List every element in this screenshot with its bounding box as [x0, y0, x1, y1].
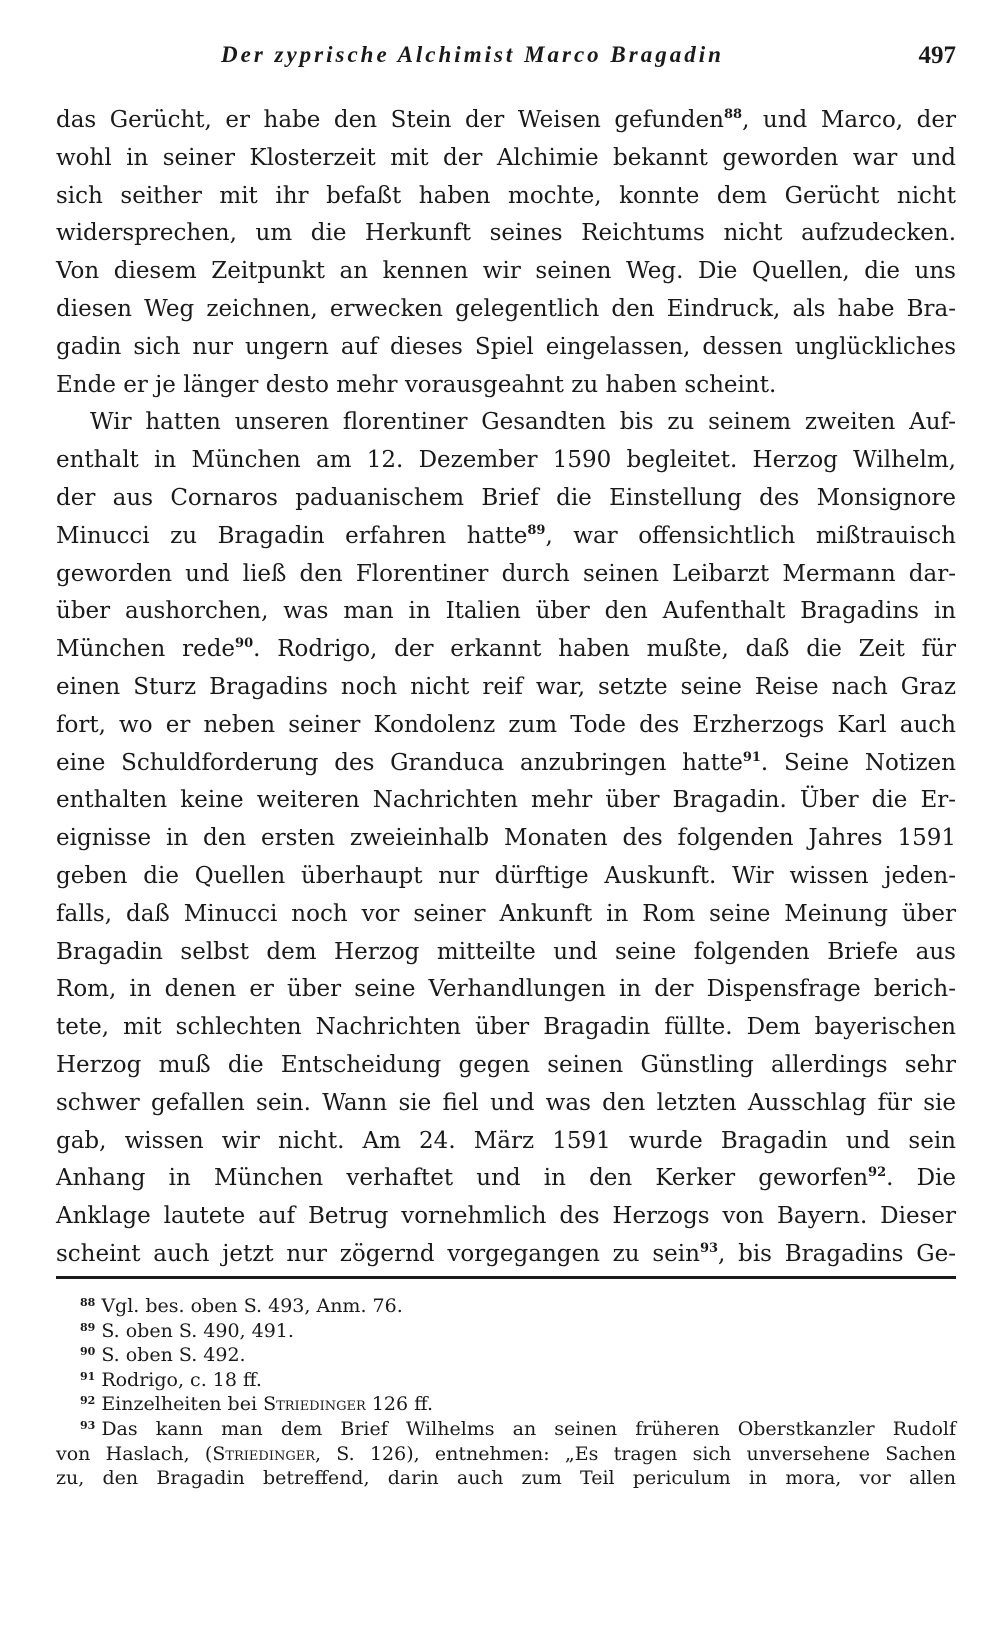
text-line: eine Schuldforderung des Granduca anzubringen hatte$^{91}$. Seine Notizen: [56, 749, 956, 776]
text-line: falls, daß Minucci noch vor seiner Ankunft in Rom seine Meinung über: [56, 900, 956, 927]
text-line: scheint auch jetzt nur zögernd vorgegangen zu sein$^{93}$, bis Bragadins Ge-: [56, 1240, 956, 1267]
text-line: über aushorchen, was man in Italien über den Aufenthalt Bragadins in: [56, 598, 956, 625]
text-line: enthalt in München am 12. Dezember 1590 begleitet. Herzog Wilhelm,: [56, 447, 956, 474]
author-name: Striedinger: [212, 1442, 316, 1465]
text-line: wohl in seiner Klosterzeit mit der Alchimie bekannt geworden war und: [56, 144, 956, 171]
text-line: eignisse in den ersten zweieinhalb Monaten des folgenden Jahres 1591: [56, 825, 956, 852]
text-line: das Gerücht, er habe den Stein der Weisen gefunden$^{88}$, und Marco, der: [56, 107, 956, 133]
footnote-92: $^{92}$ Einzelheiten bei Striedinger 126 ff.: [80, 1393, 433, 1416]
text-line: Rom, in denen er über seine Verhandlungen in der Dispensfrage berich-: [56, 976, 956, 1003]
footnote-91: $^{91}$ Rodrigo, c. 18 ff.: [80, 1368, 262, 1391]
footnote-ref: 89: [527, 522, 546, 538]
footnote-93-cont: von Haslach, (Striedinger, S. 126), entnehmen: „Es tragen sich unversehene Sachen: [56, 1442, 956, 1465]
footnote-number: 90: [80, 1345, 96, 1359]
text-line: enthalten keine weiteren Nachrichten mehr über Bragadin. Über die Er-: [56, 787, 956, 814]
footnote-93-cont: zu, den Bragadin betreffend, darin auch zum Teil periculum in mora, vor allen: [56, 1467, 956, 1490]
text-line: Minucci zu Bragadin erfahren hatte$^{89}$, war offensichtlich mißtrauisch: [56, 522, 956, 549]
text-line: gadin sich nur ungern auf dieses Spiel eingelassen, dessen unglückliches: [56, 333, 956, 360]
body-text: [56, 102, 956, 1274]
footnote-93: $^{93}$ Das kann man dem Brief Wilhelms an seinen früheren Oberstkanzler Rudolf: [80, 1417, 956, 1440]
text-line: geworden und ließ den Florentiner durch seinen Leibarzt Mermann dar-: [56, 560, 956, 587]
text-line: Herzog muß die Entscheidung gegen seinen Günstling allerdings sehr: [56, 1051, 956, 1078]
footnote-ref: 88: [723, 107, 743, 122]
footnote-number: 88: [80, 1296, 96, 1309]
footnote-90: $^{90}$ S. oben S. 492.: [80, 1344, 246, 1367]
text-line: gab, wissen wir nicht. Am 24. März 1591 wurde Bragadin und sein: [56, 1127, 956, 1154]
text-line: geben die Quellen überhaupt nur dürftige Auskunft. Wir wissen jeden-: [56, 862, 956, 889]
footnote-rule: [56, 1276, 956, 1279]
text-line: fort, wo er neben seiner Kondolenz zum Tode des Erzherzogs Karl auch: [56, 711, 956, 738]
running-head: [56, 42, 956, 76]
footnote-number: 93: [80, 1418, 96, 1432]
text-line: München rede$^{90}$. Rodrigo, der erkannt haben mußte, daß die Zeit für: [56, 636, 956, 663]
text-line: Anhang in München verhaftet und in den Kerker geworfen$^{92}$. Die: [56, 1165, 956, 1192]
text-line: einen Sturz Bragadins noch nicht reif war, setzte seine Reise nach Graz: [56, 673, 956, 700]
footnote-ref: 91: [742, 749, 761, 765]
text-line: der aus Cornaros paduanischem Brief die Einstellung des Monsignore: [56, 484, 956, 511]
footnote-ref: 90: [235, 636, 254, 652]
text-line: Ende er je länger desto mehr vorausgeahnt zu haben scheint.: [56, 371, 777, 398]
footnote-number: 89: [80, 1320, 96, 1334]
text-line: widersprechen, um die Herkunft seines Reichtums nicht aufzudecken.: [56, 220, 956, 247]
page-number: 497: [918, 42, 956, 69]
footnote-89: $^{89}$ S. oben S. 490, 491.: [80, 1319, 294, 1342]
text-line: sich seither mit ihr befaßt haben mochte, konnte dem Gerücht nicht: [56, 182, 956, 209]
footnote-number: 91: [80, 1369, 96, 1383]
footnote-number: 92: [80, 1394, 96, 1408]
footnote-ref: 92: [868, 1165, 887, 1181]
running-title: Der zyprische Alchimist Marco Bragadin: [221, 42, 724, 67]
text-line: Anklage lautete auf Betrug vornehmlich des Herzogs von Bayern. Dieser: [56, 1203, 956, 1230]
footnote-ref: 93: [699, 1240, 719, 1256]
footnotes: [56, 1294, 956, 1491]
text-line: Von diesem Zeitpunkt an kennen wir seinen Weg. Die Quellen, die uns: [56, 258, 956, 285]
author-name: Striedinger: [263, 1393, 366, 1416]
text-line: Bragadin selbst dem Herzog mitteilte und seine folgenden Briefe aus: [56, 938, 956, 965]
text-line: schwer gefallen sein. Wann sie fiel und was den letzten Ausschlag für sie: [56, 1089, 956, 1116]
text-line: diesen Weg zeichnen, erwecken gelegentlich den Eindruck, als habe Bra-: [56, 295, 956, 322]
footnote-88: $^{88}$ Vgl. bes. oben S. 493, Anm. 76.: [80, 1295, 403, 1317]
text-line: Wir hatten unseren florentiner Gesandten bis zu seinem zweiten Auf-: [90, 409, 956, 436]
text-line: tete, mit schlechten Nachrichten über Bragadin füllte. Dem bayerischen: [56, 1014, 956, 1041]
